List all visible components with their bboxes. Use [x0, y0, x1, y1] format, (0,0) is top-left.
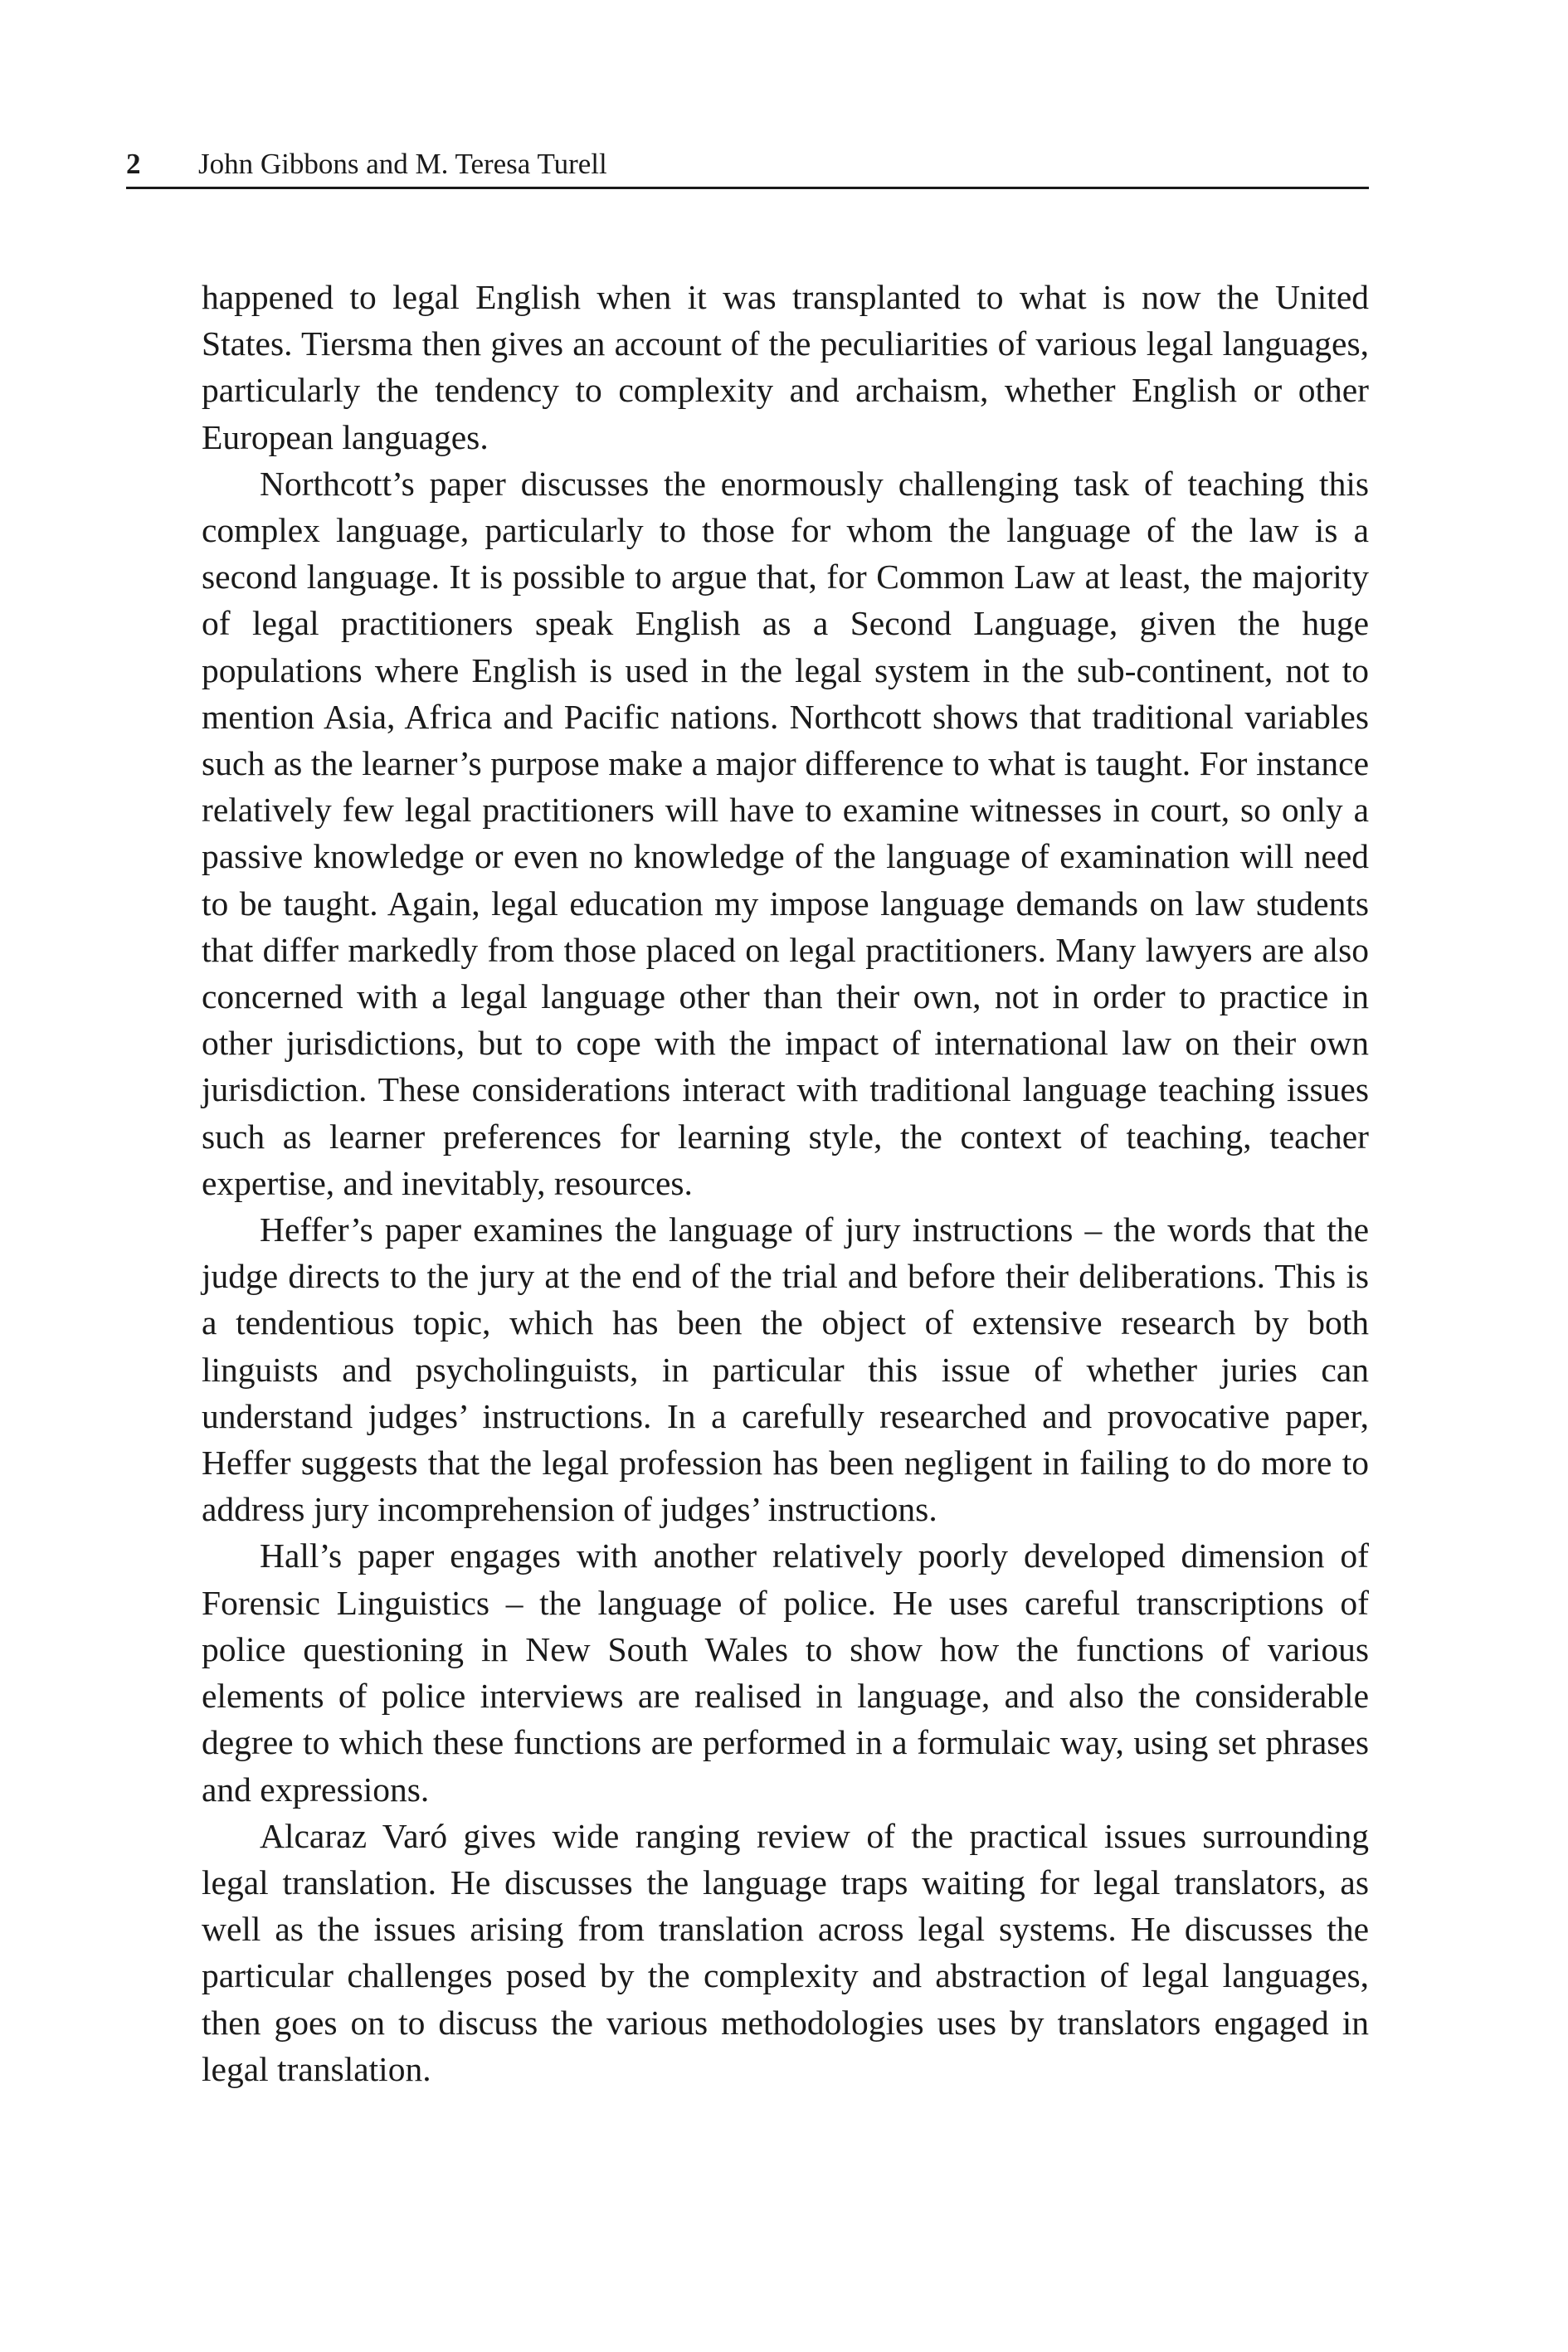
paragraph-alcaraz-varo: Alcaraz Varó gives wide ranging review of the practical issues surrounding legal translation. He discusses the language traps waiting for legal translators, as well as the issues arising from translation across legal systems. He discusses the particular challenges posed by the complexity and abstraction of legal languages, then goes on to discuss the various methodologies uses by translators engaged in legal translation.: [202, 1816, 1369, 2088]
body-text: [202, 274, 1369, 2092]
paragraph-hall: Hall’s paper engages with another relatively poorly developed dimension of Forensic Linguistics – the language of police. He uses careful transcriptions of police questioning in New South Wales to show how the functions of various elements of police interviews are realised in language, and also the considerable degree to which these functions are performed in a formulaic way, using set phrases and expressions.: [202, 1536, 1369, 1809]
page-number: 2: [126, 148, 141, 180]
running-head: [126, 139, 1369, 189]
paragraph-heffer: Heffer’s paper examines the language of jury instructions – the words that the judge directs to the jury at the end of the trial and before their deliberations. This is a tendentious topic, which has been the object of extensive research by both linguists and psycholinguists, in particular this issue of whether juries can understand judges’ instructions. In a carefully researched and provocative paper, Heffer suggests that the legal profession has been negligent in failing to do more to address jury incomprehension of judges’ instructions.: [202, 1210, 1369, 1529]
paragraph-northcott: Northcott’s paper discusses the enormously challenging task of teaching this complex language, particularly to those for whom the language of the law is a second language. It is possible to argue that, for Common Law at least, the majority of legal practitioners speak English as a Second Language, given the huge populations where English is used in the legal system in the sub-continent, not to mention Asia, Africa and Pacific nations. Northcott shows that traditional variables such as the learner’s purpose make a major difference to what is taught. For instance relatively few legal practitioners will have to examine witnesses in court, so only a passive knowledge or even no knowledge of the language of examination will need to be taught. Again, legal education my impose language demands on law students that differ markedly from those placed on legal practitioners. Many lawyers are also concerned with a legal language other than their own, not in order to practice in other jurisdictions, but to cope with the impact of international law on their own jurisdiction. These considerations interact with traditional language teaching issues such as learner preferences for learning style, the context of teaching, teacher expertise, and inevitably, resources.: [202, 464, 1369, 1202]
running-title: John Gibbons and M. Teresa Turell: [198, 148, 607, 180]
paragraph-tiersma-continued: happened to legal English when it was transplanted to what is now the United States. Tiersma then gives an account of the peculiarities of various legal languages, particularly the tendency to complexity and archaism, whether English or other European languages.: [202, 278, 1369, 456]
